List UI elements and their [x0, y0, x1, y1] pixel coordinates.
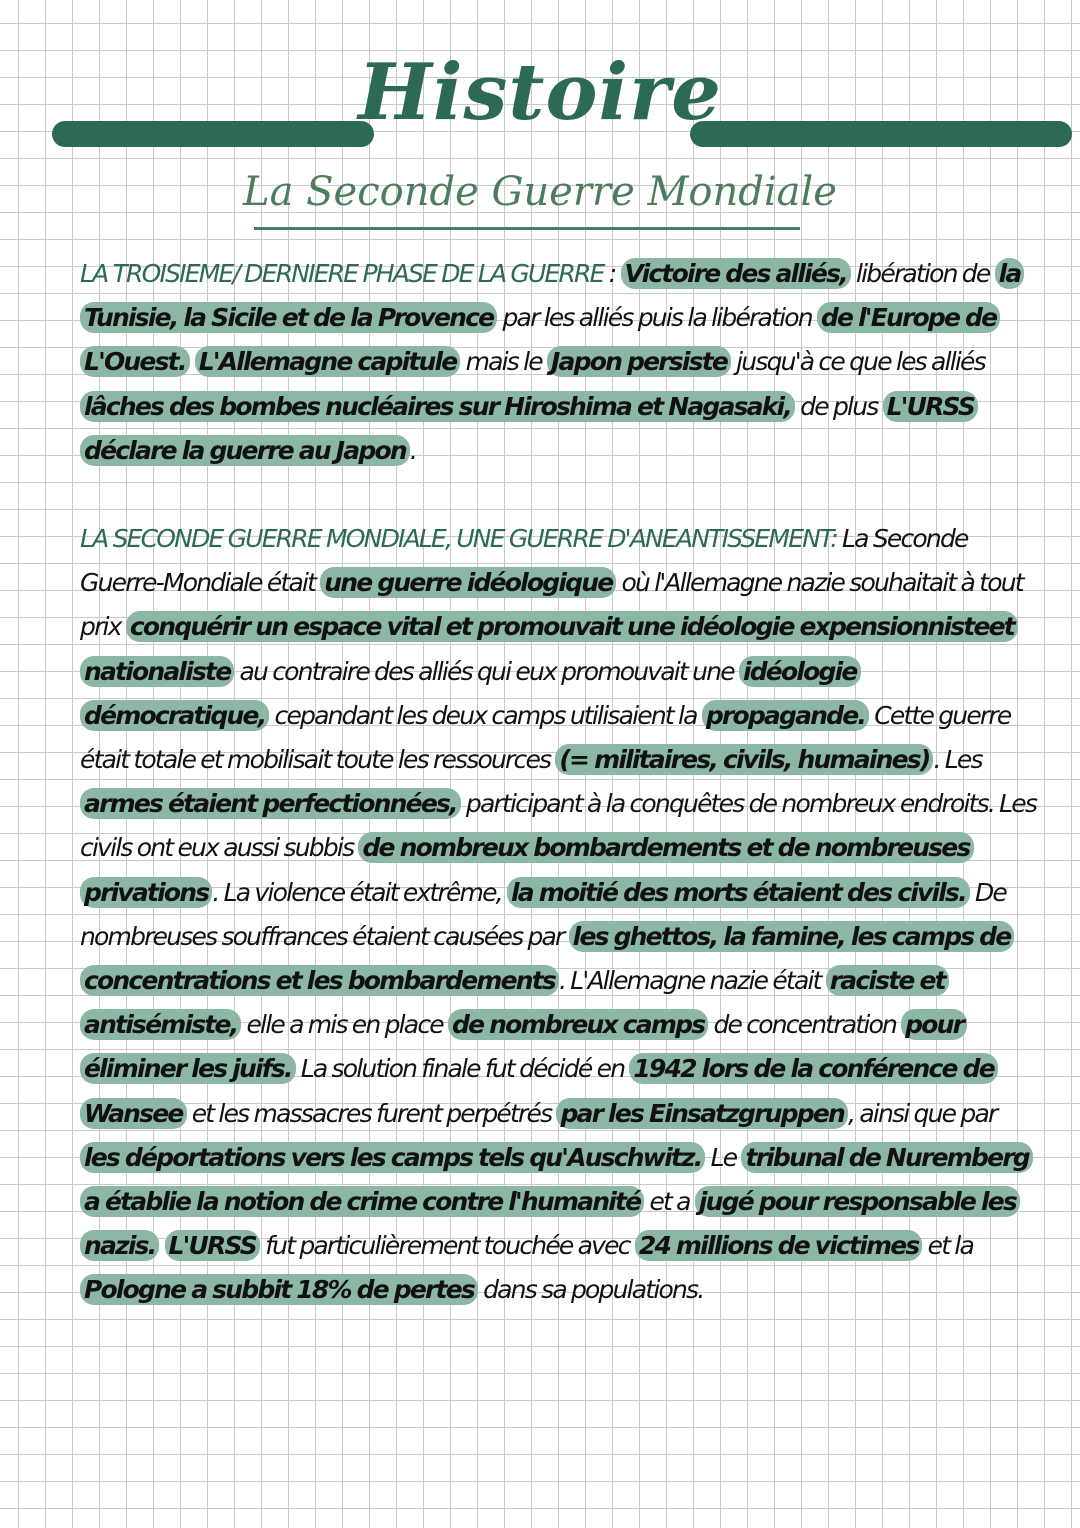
- body-text: et a: [644, 1187, 695, 1217]
- page-subtitle: La Seconde Guerre Mondiale: [243, 169, 837, 215]
- highlighted-text: propagande.: [702, 700, 869, 731]
- body-text: par les alliés puis la libération: [497, 303, 817, 333]
- body-text: . La violence était extrême,: [212, 877, 507, 907]
- section-heading: LA TROISIEME/ DERNIERE PHASE DE LA GUERRE: [80, 259, 604, 288]
- body-text: participant à la conquêtes de nombreux endroits. Les civils ont eux aussi subbis: [80, 789, 1037, 863]
- body-text: , ainsi que par: [848, 1098, 997, 1128]
- body-text: et la: [922, 1231, 974, 1261]
- highlighted-text: de nombreux bombardements et de nombreuses privations: [80, 832, 974, 907]
- body-text: [159, 1231, 164, 1260]
- highlighted-text: pour éliminer les juifs.: [80, 1009, 967, 1084]
- highlighted-text: les ghettos, la famine, les camps de concentrations et les bombardements: [80, 921, 1014, 996]
- highlighted-text: de l'Europe de L'Ouest.: [80, 302, 1000, 377]
- highlighted-text: jugé pour responsable les nazis.: [80, 1186, 1020, 1261]
- body-text: de plus: [795, 391, 883, 421]
- body-text: :: [603, 259, 621, 288]
- body-text: où l'Allemagne nazie souhaitait à tout prix: [80, 568, 1023, 642]
- body-text: Le: [705, 1142, 742, 1172]
- body-text: La solution finale fut décidé en: [295, 1054, 630, 1084]
- page-title: Histoire: [358, 47, 722, 138]
- body-text: La Seconde Guerre-Mondiale était: [80, 524, 968, 598]
- highlighted-text: raciste et antisémiste,: [80, 965, 949, 1040]
- highlighted-text: une guerre idéologique: [320, 567, 616, 598]
- highlighted-text: les déportations vers les camps tels qu'Auschwitz.: [80, 1142, 705, 1173]
- section-heading: LA SECONDE GUERRE MONDIALE, UNE GUERRE D'ANEANTISSEMENT:: [80, 524, 837, 554]
- section-gap: [80, 473, 1040, 517]
- highlighted-text: lâches des bombes nucléaires sur Hiroshima et Nagasaki,: [80, 391, 795, 422]
- body-text: jusqu'à ce que les alliés: [731, 347, 985, 377]
- highlighted-text: conquérir un espace vital et promouvait une idéologie expensionnisteet nationaliste: [80, 611, 1018, 686]
- highlighted-text: (= militaires, civils, humaines): [555, 744, 933, 775]
- highlighted-text: Victoire des alliés,: [621, 258, 851, 289]
- highlighted-text: tribunal de Nuremberg a établie la notion de crime contre l'humanité: [80, 1142, 1033, 1217]
- body-text: mais le: [460, 347, 548, 377]
- body-text: .: [409, 435, 416, 465]
- section-annihilation-war: [80, 517, 1040, 1313]
- highlighted-text: armes étaient perfectionnées,: [80, 788, 461, 819]
- body-text: [190, 347, 195, 376]
- body-text: dans sa populations.: [477, 1275, 704, 1305]
- body-text: . L'Allemagne nazie était: [559, 966, 826, 996]
- body-text: au contraire des alliés qui eux promouvait une: [234, 656, 739, 686]
- body-text: De nombreuses souffrances étaient causées par: [80, 877, 1007, 951]
- highlighted-text: 1942 lors de la conférence de Wansee: [80, 1053, 998, 1128]
- body-text: de concentration: [708, 1010, 902, 1040]
- body-text: . Les: [933, 745, 982, 775]
- highlighted-text: par les Einsatzgruppen: [556, 1098, 848, 1129]
- highlighted-text: Pologne a subbit 18% de pertes: [80, 1274, 478, 1305]
- highlighted-text: L'URSS déclare la guerre au Japon: [80, 391, 978, 466]
- highlighted-text: L'Allemagne capitule: [195, 346, 461, 377]
- body-text: cepandant les deux camps utilisaient la: [269, 700, 702, 730]
- highlighted-text: idéologie démocratique,: [80, 656, 861, 731]
- body-text: et les massacres furent perpétrés: [186, 1098, 557, 1128]
- section-text: [80, 524, 1036, 1305]
- highlighted-text: la Tunisie, la Sicile et de la Provence: [80, 258, 1024, 333]
- body-text: libération de: [850, 259, 995, 288]
- highlighted-text: 24 millions de victimes: [635, 1230, 923, 1261]
- body-text: elle a mis en place: [241, 1010, 448, 1040]
- highlighted-text: L'URSS: [165, 1230, 260, 1261]
- section-final-phase: [80, 252, 1040, 473]
- highlighted-text: de nombreux camps: [448, 1009, 708, 1040]
- body-text: fut particulièrement touchée avec: [260, 1231, 635, 1261]
- highlighted-text: Japon persiste: [547, 346, 731, 377]
- body-text: Cette guerre était totale et mobilisait toute les ressources: [80, 700, 1011, 775]
- subtitle-underline: [254, 227, 800, 230]
- highlighted-text: la moitié des morts étaient des civils.: [507, 877, 970, 908]
- section-text: [80, 258, 1024, 466]
- notes-body: [80, 252, 1040, 1313]
